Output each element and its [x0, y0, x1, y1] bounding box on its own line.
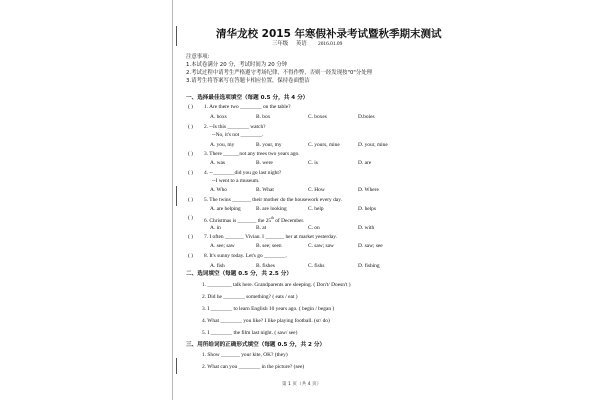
option-d: D.boies [358, 114, 375, 120]
question-stem: 7. I often _______ Vivian. I _______ her at market yesterday. [204, 234, 337, 240]
fill-item: 1. _________ talk here. Grandparents are sleeping. ( Don't/ Doesn't ) [202, 282, 351, 288]
form-item: 1. Show _______ your kite, OK? (they) [202, 352, 288, 358]
answer-bracket: ( ) [188, 104, 193, 110]
question-stem: 3. There ______not any trees two years ago. [204, 151, 300, 157]
option-a: A. you, my [210, 142, 235, 148]
answer-bracket: ( ) [188, 124, 193, 130]
option-d: D. saw; see [358, 243, 383, 249]
question-stem: 1. Are there two ________ on the table? [204, 104, 291, 110]
option-a: A. boxs [210, 114, 227, 120]
section-3-title: 三、用所给词的正确形式填空（每题 0.5 分，共 2 分） [186, 342, 326, 348]
binding-line [172, 0, 173, 400]
option-a: A. Who [210, 187, 227, 193]
binding-mark [176, 186, 177, 206]
page-title: 清华龙校 2015 年寒假补录考试暨秋季期末测试 [216, 28, 442, 40]
option-a: A. are helping [210, 206, 241, 212]
notice-item: 3.请考生将答案写在答题卡相应位置，保持卷面整洁 [186, 78, 310, 84]
answer-bracket: ( ) [188, 234, 193, 240]
option-a: A. was [210, 160, 225, 166]
section-2-title: 二、选词填空（每题 0.5 分，共 2.5 分） [186, 271, 292, 277]
notice-item: 2.考试过程中请考生严格遵守考场纪律，不得作弊，否则一经发现按"0"分处理 [186, 70, 373, 76]
option-c: C. fishs [308, 263, 325, 269]
option-b: B. your, my [256, 142, 282, 148]
ordinal-suffix: th [271, 216, 274, 220]
option-c: C. boxes [308, 114, 327, 120]
option-b: B. What [256, 187, 274, 193]
question-stem: 8. It's sunny today. Let's go ________. [204, 253, 287, 259]
option-c: C. help [308, 206, 324, 212]
option-d: D. Where [358, 187, 379, 193]
question-stem: 4. --________did you go last night? [204, 170, 282, 176]
question-stem: 2. --Is this ________ watch? [204, 124, 266, 130]
option-c: C. yours, mine [308, 142, 340, 148]
fill-item: 3. I ________ to learn English 10 years ago. ( begin / began ) [202, 306, 335, 312]
option-c: C. How [308, 187, 325, 193]
notice-heading: 注意事项: [186, 54, 210, 60]
fill-item: 4. What ________ you like? I like playing football. (sr/ do) [202, 318, 330, 324]
form-item: 2. What can you ________ in the picture? (see) [202, 364, 305, 370]
option-b: B. are looking [256, 206, 287, 212]
question-stem-text: 6. Christmas is _______ the 25 [204, 217, 272, 224]
answer-bracket: ( ) [188, 170, 193, 176]
option-c: C. is [308, 160, 318, 166]
question-stem-tail: of December. [273, 217, 305, 224]
page-footer: 第 1 页（共 4 页） [282, 382, 322, 387]
option-b: B. box [256, 114, 271, 120]
question-stem-line2: --No, it's not ________. [212, 132, 264, 138]
binding-mark [176, 26, 177, 46]
section-1-title: 一、选择最佳选项填空（每题 0.5 分，共 4 分） [186, 95, 309, 101]
option-d: D. are [358, 160, 372, 166]
option-c: C. saw; saw [308, 243, 334, 249]
subject-label: 英语 [296, 41, 307, 47]
binding-mark [176, 358, 177, 374]
option-a: A. see; saw [210, 243, 235, 249]
option-d: D. helps [358, 206, 376, 212]
exam-date: 2016.01.09 [318, 41, 343, 47]
answer-bracket: ( ) [188, 215, 193, 221]
option-b: B. fishes [256, 263, 275, 269]
question-stem-line2: --I went to a museum. [212, 178, 260, 184]
notice-item: 1.本试卷满分 20 分，考试时间为 20 分钟 [186, 62, 288, 68]
option-b: B. see; seen [256, 243, 282, 249]
answer-bracket: ( ) [188, 151, 193, 157]
option-b: B. were [256, 160, 273, 166]
option-d: D. with [358, 225, 375, 231]
option-a: A. fish [210, 263, 225, 269]
answer-bracket: ( ) [188, 253, 193, 259]
grade-label: 三年级 [272, 41, 289, 47]
answer-bracket: ( ) [188, 197, 193, 203]
option-a: A. in [210, 225, 221, 231]
option-c: C. on [308, 225, 320, 231]
question-stem [204, 215, 304, 224]
question-stem: 5. The twins _______ their mother do the housework every day. [204, 197, 342, 203]
option-d: D. fishing [358, 263, 380, 269]
fill-item: 2. Did he ________ something? ( eats / eat ) [202, 294, 298, 300]
fill-item: 5. I ________ the film last night. ( saw/ see) [202, 330, 298, 336]
option-b: B. at [256, 225, 267, 231]
option-d: D. your, mine [358, 142, 388, 148]
